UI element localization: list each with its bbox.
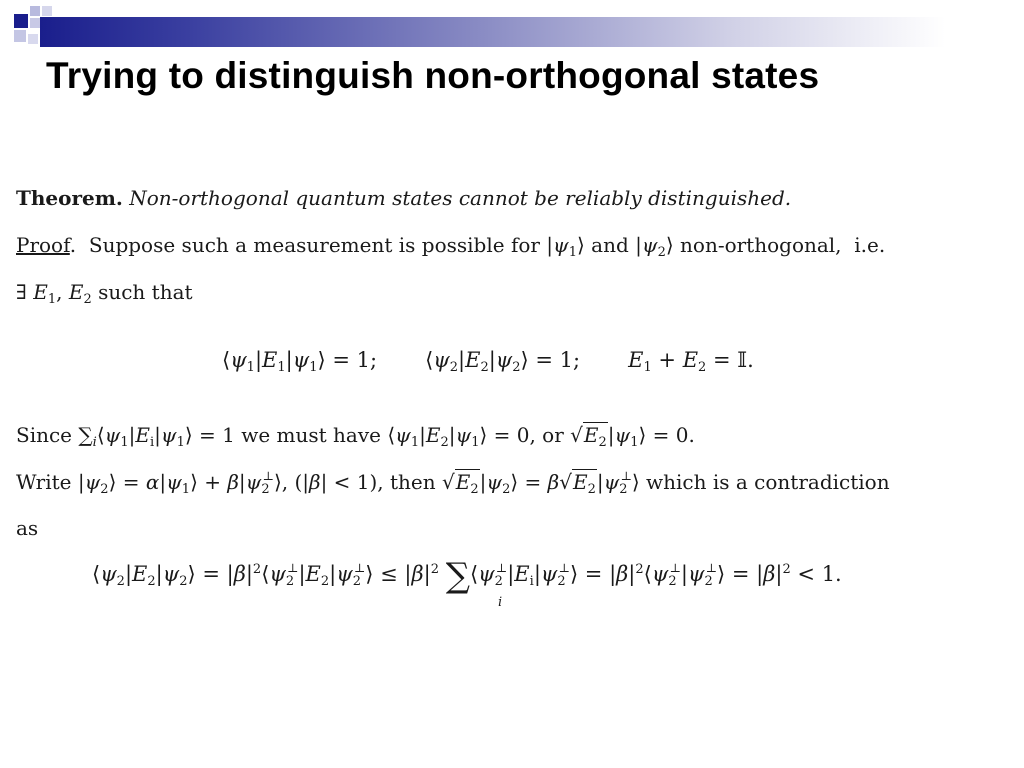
banner-square-light — [42, 6, 52, 16]
proof-label: Proof — [16, 233, 70, 257]
write-line: Write $|\psi_2⟩$ = $\alpha|\psi_1⟩$ + $\beta|\psi_2^\perp⟩$, (|β| < 1), then $√E_2|\psi_2⟩$ = $\beta√E_2|\psi_2^\perp⟩$ which is a contradiction — [16, 469, 890, 497]
banner-gradient-bar — [40, 17, 1024, 47]
since-line: Since $\sum_i⟨\psi_1|E_i|\psi_1⟩ = 1$ we must have $⟨\psi_1|E_2|\psi_1⟩ = 0$, or $√E_2|\psi_1⟩ = 0$. — [16, 423, 695, 450]
proof-line-1: Proof. Suppose such a measurement is possible for $|\psi_1⟩$ and $|\psi_2⟩$ non-orthogonal, i.e. — [16, 233, 886, 260]
banner-square-light — [30, 18, 40, 28]
slide-title: Trying to distinguish non-orthogonal states — [46, 55, 820, 96]
theorem-line — [16, 186, 791, 210]
sum-index: i — [498, 595, 503, 610]
proof-line-2: ∃ $E_1$, $E_2$ such that — [16, 280, 193, 307]
banner-square-light — [14, 30, 26, 42]
final-inequality: $⟨\psi_2|E_2|\psi_2⟩$ = $|\beta|^2⟨\psi_2^\perp|E_2|\psi_2^\perp⟩ \le |\beta|^2$ $\sum⟨\psi_2^\perp|E_i|\psi_2^\perp⟩$ = $|\beta|^2⟨\psi_2^\perp|\psi_2^\perp⟩ = |\beta|^2 < 1$. — [92, 556, 842, 596]
as-word: as — [16, 516, 39, 540]
banner-square-dark — [14, 14, 28, 28]
banner-square-light — [30, 6, 40, 16]
theorem-label: Theorem. — [16, 186, 123, 210]
header-banner — [0, 0, 1024, 56]
condition-equations: $⟨\psi_1|E_1|\psi_1⟩ = 1$; $⟨\psi_2|E_2|\psi_2⟩ = 1$; $E_1 + E_2$ = 𝕀. — [222, 348, 754, 375]
banner-square-light — [28, 34, 38, 44]
theorem-statement: Non-orthogonal quantum states cannot be reliably distinguished. — [129, 186, 792, 210]
